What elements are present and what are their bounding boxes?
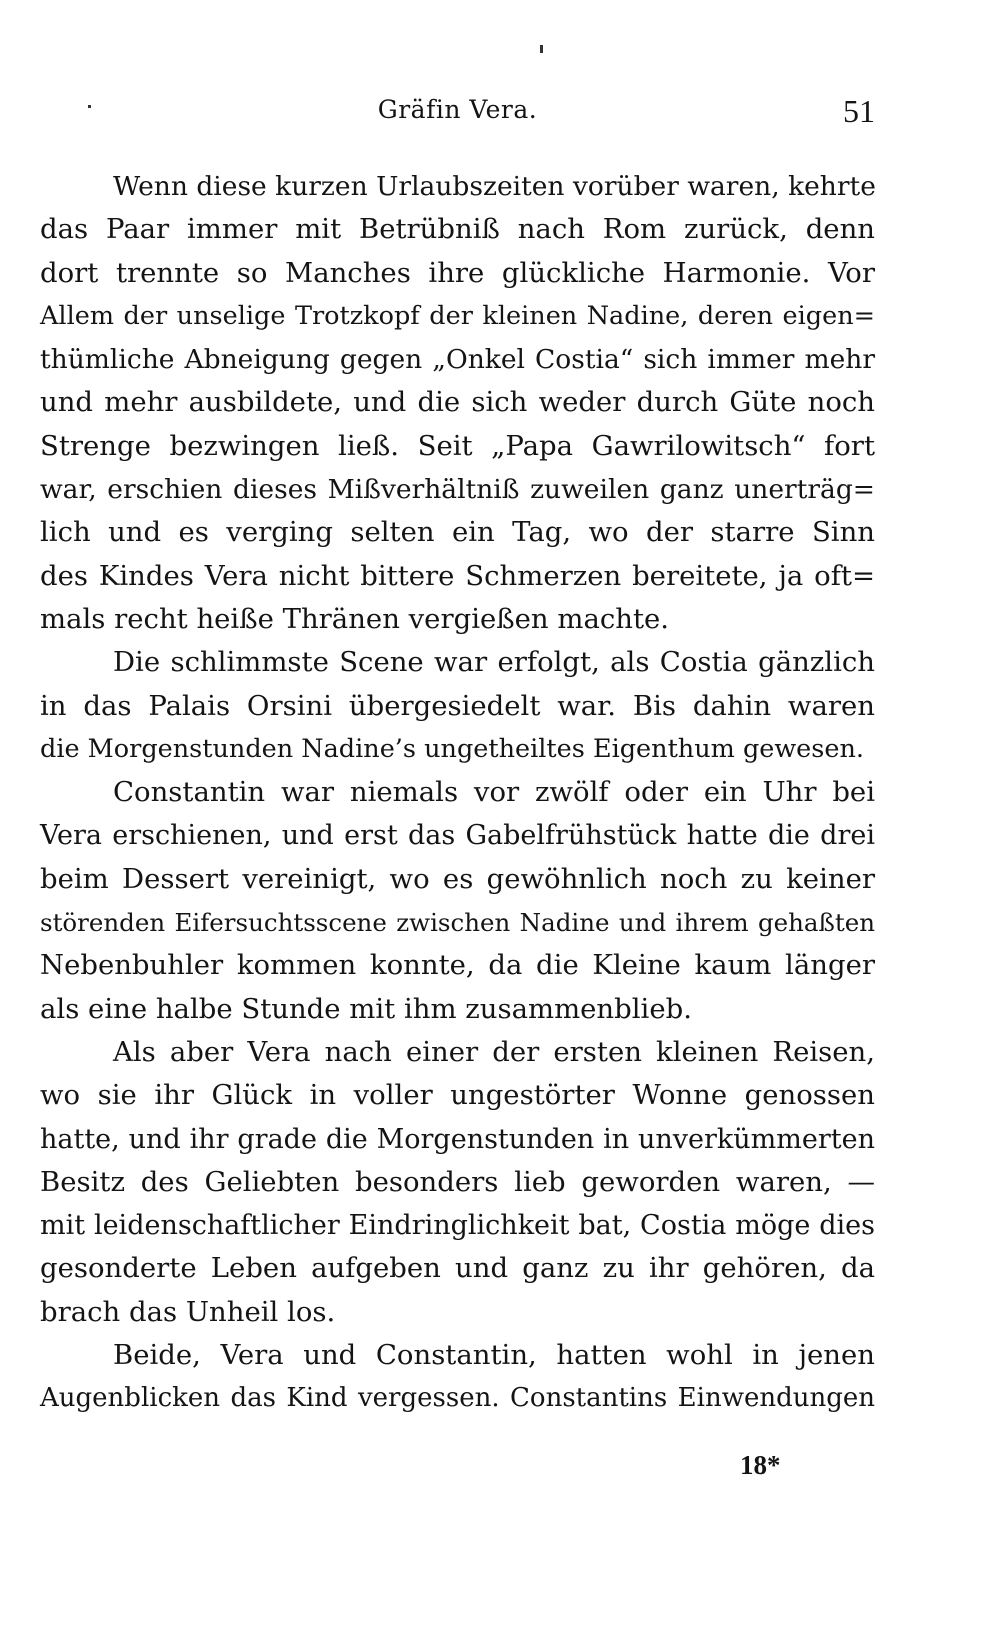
text-line: thümliche Abneigung gegen „Onkel Costia“ sich immer mehr: [40, 344, 875, 376]
text-line: als eine halbe Stunde mit ihm zusammenblieb.: [40, 992, 692, 1025]
text-line: die Morgenstunden Nadine’s ungetheiltes Eigenthum gewesen.: [40, 733, 864, 764]
text-line: brach das Unheil los.: [40, 1295, 336, 1328]
text-line: das Paar immer mit Betrübniß nach Rom zurück, denn: [40, 213, 875, 246]
text-line: dort trennte so Manches ihre glückliche Harmonie. Vor: [40, 256, 875, 289]
text-line: Besitz des Geliebten besonders lieb geworden waren, —: [40, 1165, 875, 1198]
text-line: in das Palais Orsini übergesiedelt war. Bis dahin waren: [40, 689, 875, 722]
text-line: Nebenbuhler kommen konnte, da die Kleine kaum länger: [40, 949, 875, 982]
text-line: gesonderte Leben aufgeben und ganz zu ihr gehören, da: [40, 1252, 875, 1285]
running-title: Gräfin Vera.: [377, 95, 538, 124]
text-line: des Kindes Vera nicht bittere Schmerzen bereitete, ja oft=: [40, 559, 875, 592]
text-line: Strenge bezwingen ließ. Seit „Papa Gawrilowitsch“ fort: [40, 429, 875, 462]
text-line: Wenn diese kurzen Urlaubszeiten vorüber waren, kehrte: [113, 171, 876, 202]
text-line: Allem der unselige Trotzkopf der kleinen Nadine, deren eigen=: [40, 300, 875, 331]
text-line: Constantin war niemals vor zwölf oder ein Uhr bei: [113, 776, 875, 809]
page-number: 51: [843, 93, 875, 129]
ink-speck: [540, 45, 543, 53]
text-line: mals recht heiße Thränen vergießen machte.: [40, 602, 670, 635]
body-text: [40, 165, 875, 1421]
text-line: Augenblicken das Kind vergessen. Constantins Einwendungen: [40, 1383, 875, 1414]
text-line: Beide, Vera und Constantin, hatten wohl in jenen: [113, 1339, 875, 1372]
text-line: mit leidenschaftlicher Eindringlichkeit bat, Costia möge dies: [40, 1210, 875, 1242]
text-line: Als aber Vera nach einer der ersten kleinen Reisen,: [113, 1035, 875, 1068]
text-line: hatte, und ihr grade die Morgenstunden in unverkümmerten: [40, 1123, 875, 1155]
page-header: [40, 95, 875, 135]
text-line: beim Dessert vereinigt, wo es gewöhnlich noch zu keiner: [40, 862, 875, 895]
text-line: wo sie ihr Glück in voller ungestörter Wonne genossen: [40, 1079, 875, 1112]
text-line: störenden Eifersuchtsscene zwischen Nadine und ihrem gehaßten: [40, 908, 875, 938]
text-line: Die schlimmste Scene war erfolgt, als Costia gänzlich: [113, 646, 875, 679]
signature-mark: 18*: [740, 1450, 781, 1480]
text-line: und mehr ausbildete, und die sich weder durch Güte noch: [40, 386, 875, 419]
text-line: Vera erschienen, und erst das Gabelfrühstück hatte die drei: [40, 820, 875, 852]
text-line: lich und es verging selten ein Tag, wo der starre Sinn: [40, 516, 875, 549]
text-line: war, erschien dieses Mißverhältniß zuweilen ganz unerträg=: [40, 474, 875, 506]
